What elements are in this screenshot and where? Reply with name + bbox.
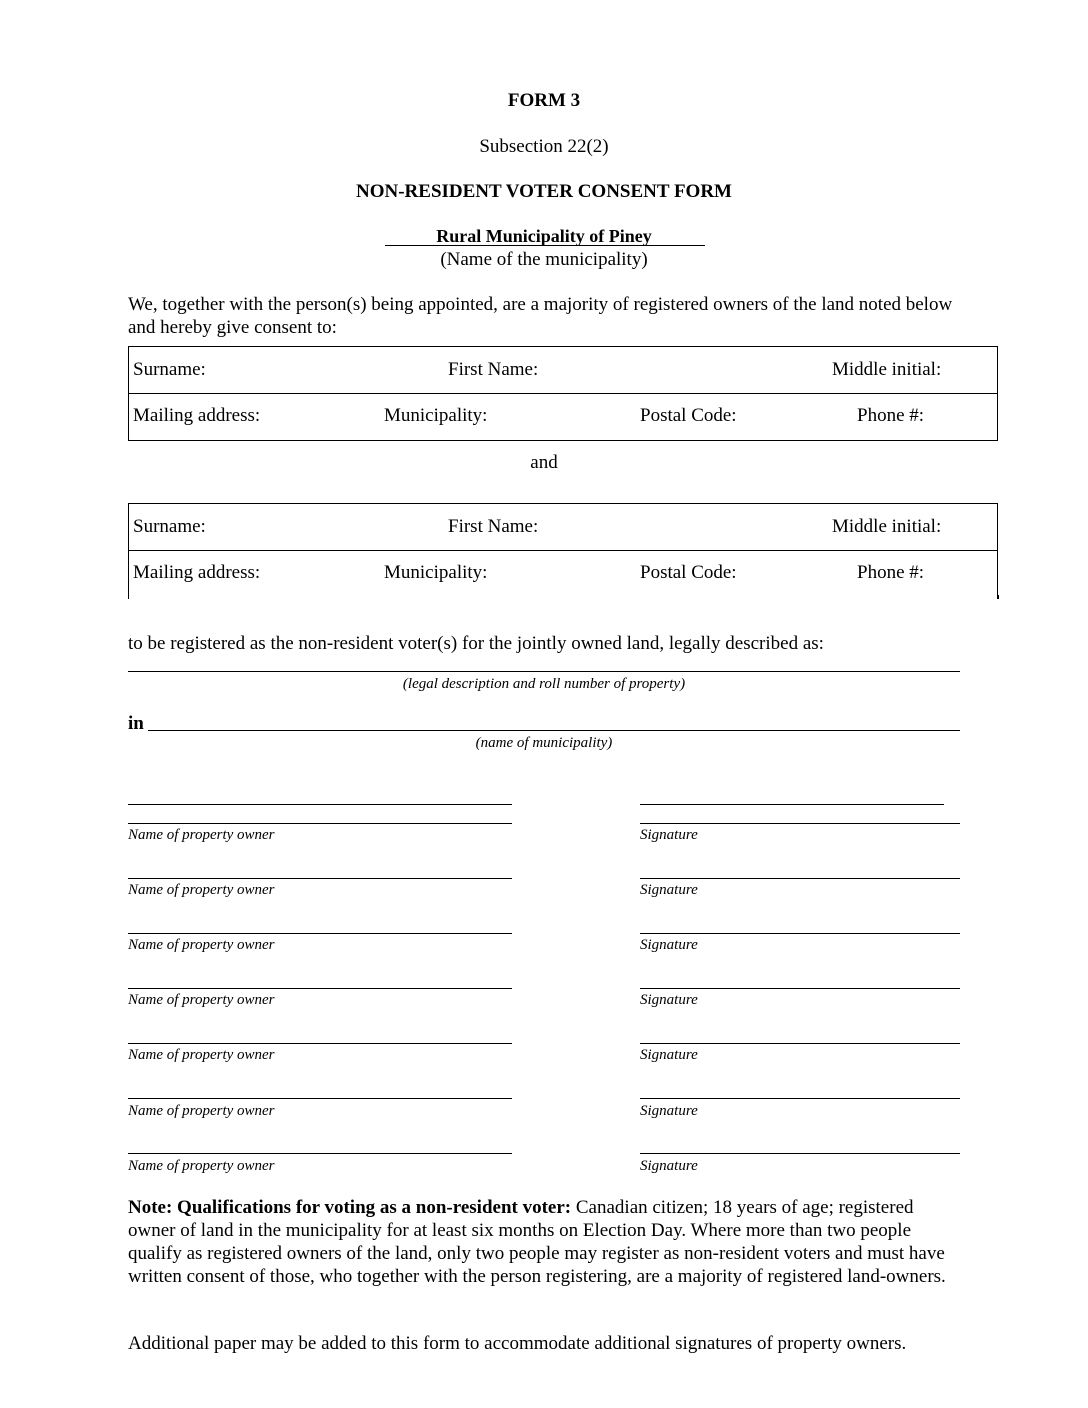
box-open-bottom xyxy=(128,595,999,599)
mailing-address-label: Mailing address: xyxy=(133,405,261,426)
owner-name-line[interactable] xyxy=(128,1153,512,1154)
owner-name-caption: Name of property owner xyxy=(128,827,275,843)
municipality-line-caption: (name of municipality) xyxy=(475,735,613,751)
owner-name-line[interactable] xyxy=(128,878,512,879)
signature-line[interactable] xyxy=(640,933,960,934)
first-name-label: First Name: xyxy=(448,359,539,380)
postal-code-label: Postal Code: xyxy=(640,562,737,583)
municipality-label: Municipality: xyxy=(384,562,488,583)
municipality-label: Municipality: xyxy=(384,405,488,426)
municipality-value: Rural Municipality of Piney xyxy=(436,226,652,246)
additional-note: Additional paper may be added to this form to accommodate additional signatures of property owners. xyxy=(128,1333,907,1354)
owner-name-caption: Name of property owner xyxy=(128,1047,275,1063)
surname-label: Surname: xyxy=(133,359,206,380)
owner-name-line[interactable] xyxy=(128,1098,512,1099)
person-box-2 xyxy=(128,503,998,599)
legal-description-line[interactable] xyxy=(128,671,960,672)
first-name-label: First Name: xyxy=(448,516,539,537)
form-number: FORM 3 xyxy=(507,90,581,111)
signature-caption: Signature xyxy=(640,992,698,1008)
owner-name-caption: Name of property owner xyxy=(128,1103,275,1119)
signature-line-extra[interactable] xyxy=(640,804,944,805)
owner-name-line[interactable] xyxy=(128,1043,512,1044)
owner-name-line[interactable] xyxy=(128,988,512,989)
surname-label: Surname: xyxy=(133,516,206,537)
subsection-label: Subsection 22(2) xyxy=(479,136,609,157)
signature-line[interactable] xyxy=(640,1153,960,1154)
owner-name-line[interactable] xyxy=(128,933,512,934)
signature-caption: Signature xyxy=(640,827,698,843)
owner-name-caption: Name of property owner xyxy=(128,882,275,898)
owner-name-caption: Name of property owner xyxy=(128,992,275,1008)
owner-name-line-extra[interactable] xyxy=(128,804,512,805)
middle-initial-label: Middle initial: xyxy=(832,516,942,537)
form-title: NON-RESIDENT VOTER CONSENT FORM xyxy=(356,181,732,202)
signature-caption: Signature xyxy=(640,937,698,953)
phone-label: Phone #: xyxy=(857,405,925,426)
signature-line[interactable] xyxy=(640,823,960,824)
note-text: Canadian citizen; 18 years of age; registered owner of land in the municipality for at least six months on Election Day. Where more than two people qualify as registered owners of the land, only two people may register as non-resident voters and must have written consent of those, who together with the person registering, are a majority of registered land-owners. xyxy=(128,1197,946,1287)
person-box-1 xyxy=(128,346,998,441)
note-paragraph xyxy=(128,1196,958,1288)
signature-line[interactable] xyxy=(640,988,960,989)
registration-text: to be registered as the non-resident voter(s) for the jointly owned land, legally described as: xyxy=(128,633,824,654)
signature-line[interactable] xyxy=(640,1043,960,1044)
intro-text: We, together with the person(s) being appointed, are a majority of registered owners of the land noted below and hereby give consent to: xyxy=(128,294,953,338)
signature-caption: Signature xyxy=(640,1047,698,1063)
municipality-line[interactable] xyxy=(148,730,960,731)
signature-line[interactable] xyxy=(640,878,960,879)
signature-caption: Signature xyxy=(640,1158,698,1174)
mailing-address-label: Mailing address: xyxy=(133,562,261,583)
postal-code-label: Postal Code: xyxy=(640,405,737,426)
legal-description-caption: (legal description and roll number of property) xyxy=(402,676,686,692)
owner-name-caption: Name of property owner xyxy=(128,1158,275,1174)
phone-label: Phone #: xyxy=(857,562,925,583)
signature-caption: Signature xyxy=(640,882,698,898)
note-label: Note: Qualifications for voting as a non-resident voter: xyxy=(128,1197,572,1218)
owner-name-line[interactable] xyxy=(128,823,512,824)
and-label: and xyxy=(530,452,558,473)
signature-line[interactable] xyxy=(640,1098,960,1099)
municipality-caption: (Name of the municipality) xyxy=(440,249,648,270)
middle-initial-label: Middle initial: xyxy=(832,359,942,380)
signature-caption: Signature xyxy=(640,1103,698,1119)
owner-name-caption: Name of property owner xyxy=(128,937,275,953)
in-label: in xyxy=(128,713,144,734)
